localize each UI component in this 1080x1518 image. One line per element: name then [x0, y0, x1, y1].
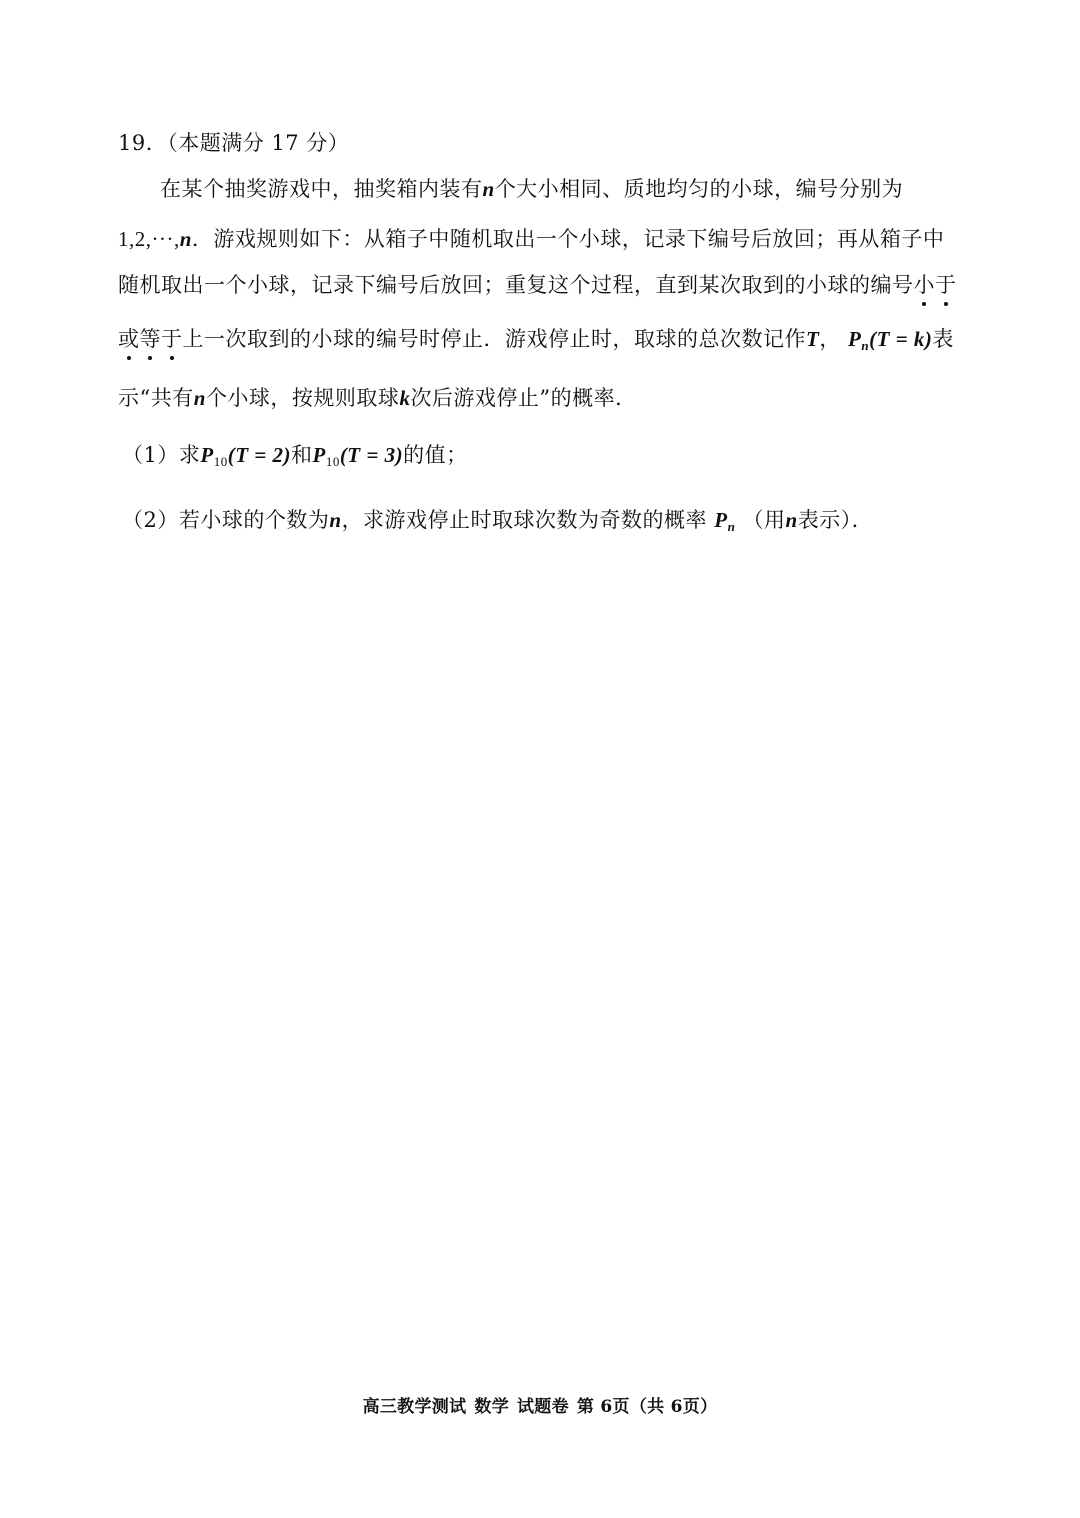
text: 和 [290, 443, 313, 467]
problem-heading [118, 128, 349, 158]
text: ， [819, 327, 841, 351]
text: （2）若小球的个数为 [122, 508, 330, 532]
math-n: n [482, 177, 495, 201]
problem-line-4 [118, 324, 954, 361]
text: 在某个抽奖游戏中，抽奖箱内装有 [160, 177, 483, 201]
question-2 [122, 505, 873, 542]
footer-exam-name: 高三教学测试 [362, 1397, 467, 1417]
text: 表示）． [797, 508, 874, 532]
footer-page-number: 第 6页（共 6页） [576, 1397, 718, 1417]
page-footer [0, 1392, 1080, 1417]
emphasis-char: 于 [935, 270, 957, 300]
problem-heading-text: 19．（本题满分 17 分） [118, 131, 350, 155]
math-expression: (T = k) [869, 327, 933, 351]
text: ．游戏规则如下：从箱子中随机取出一个小球，记录下编号后放回；再从箱子中 [191, 227, 945, 251]
question-1 [122, 440, 468, 477]
math-subscript: n [727, 519, 736, 534]
problem-line-2 [118, 224, 944, 254]
math-expression: (T = 3) [339, 443, 404, 467]
problem-line-1 [160, 174, 903, 204]
math-subscript: 10 [213, 454, 228, 469]
math-subscript: 10 [325, 454, 340, 469]
footer-subject: 数学 [474, 1397, 509, 1417]
math-expression: (T = 2) [227, 443, 291, 467]
emphasis-char: 于 [161, 324, 183, 354]
math-subscript: n [861, 338, 870, 353]
math-P: P [848, 327, 862, 351]
text: ，求游戏停止时取球次数为奇数的概率 [341, 508, 708, 532]
footer-paper-type: 试题卷 [517, 1397, 569, 1417]
math-sequence: 1,2,···, [118, 227, 180, 251]
text: 个小球，按规则取球 [205, 386, 400, 410]
problem-line-3 [118, 270, 957, 300]
math-k: k [399, 386, 411, 410]
math-n: n [329, 508, 342, 532]
text: 上一次取到的小球的编号时停止．游戏停止时，取球的总次数记作 [182, 327, 806, 351]
emphasis-char: 等 [140, 324, 162, 354]
math-P: P [200, 443, 214, 467]
text: 随机取出一个小球，记录下编号后放回；重复这个过程，直到某次取到的小球的编号 [118, 273, 914, 297]
math-n: n [785, 508, 798, 532]
text: （用 [742, 508, 786, 532]
math-n: n [193, 386, 206, 410]
problem-line-5 [118, 383, 637, 413]
math-P: P [714, 508, 728, 532]
math-T: T [806, 327, 820, 351]
emphasis-char: 或 [118, 324, 140, 354]
text: 表 [932, 327, 954, 351]
emphasis-char: 小 [914, 270, 936, 300]
text: 次后游戏停止”的概率． [410, 386, 637, 410]
text: 个大小相同、质地均匀的小球，编号分别为 [494, 177, 904, 201]
math-P: P [312, 443, 326, 467]
text: 示“共有 [118, 386, 194, 410]
math-n: n [179, 227, 192, 251]
text: 的值； [403, 443, 468, 467]
text: （1）求 [122, 443, 201, 467]
